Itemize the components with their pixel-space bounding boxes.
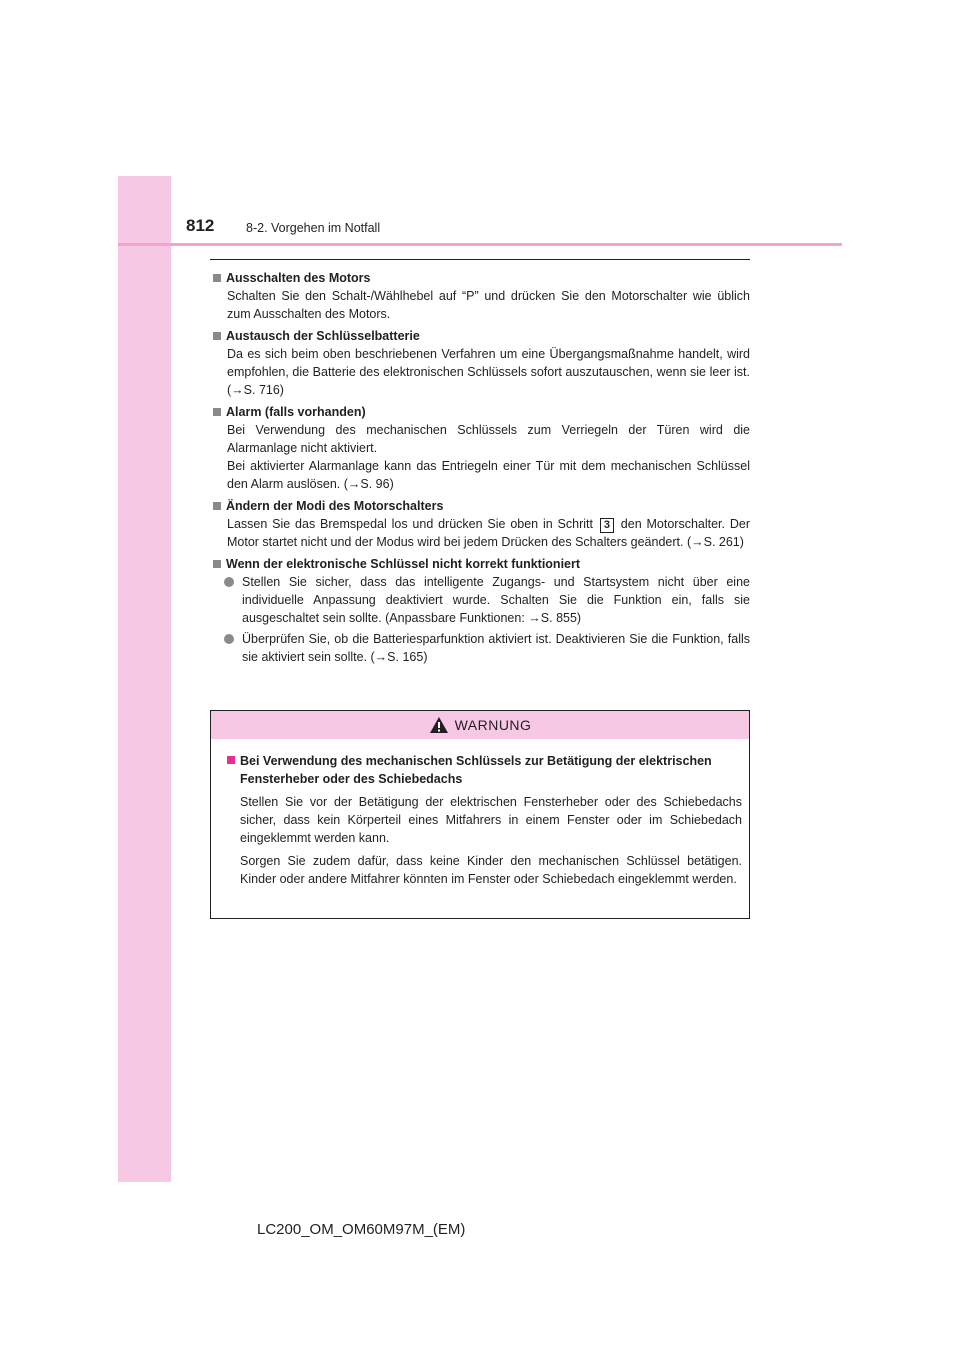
step-number-box: 3: [600, 518, 614, 533]
section-paragraph: Schalten Sie den Schalt-/Wählhebel auf “P” und drücken Sie den Motorschalter wie üblich zum Ausschalten des Motors.: [227, 289, 750, 321]
warning-box: [210, 710, 750, 919]
square-bullet-icon: [213, 560, 221, 568]
section-engine-off: [210, 269, 750, 323]
content-top-rule: [210, 259, 750, 260]
section-title: Austausch der Schlüsselbatterie: [226, 329, 420, 343]
section-text: den Motorschalter. Der Motor startet nicht und der Modus wird bei jedem Drücken des Schalters geändert. (→S. 261): [227, 517, 750, 549]
warning-item-title: Bei Verwendung des mechanischen Schlüssels zur Betätigung der elektrischen Fensterheber oder des Schiebedachs: [240, 754, 712, 786]
round-bullet-icon: [224, 577, 234, 587]
side-color-band: [118, 176, 171, 1182]
section-alarm: [210, 403, 750, 493]
section-paragraph: Da es sich beim oben beschriebenen Verfahren um eine Übergangsmaßnahme handelt, wird empfohlen, die Batterie des elektronischen Schlüssels sofort auszutauschen, wenn sie leer ist. (→S. 716): [227, 347, 750, 397]
running-head: 8-2. Vorgehen im Notfall: [246, 221, 381, 235]
square-bullet-icon: [213, 408, 221, 416]
section-title: Ändern der Modi des Motorschalters: [226, 499, 444, 513]
section-paragraph: Bei aktivierter Alarmanlage kann das Entriegeln einer Tür mit dem mechanischen Schlüssel den Alarm auslösen. (→S. 96): [227, 459, 750, 491]
section-title: Ausschalten des Motors: [226, 271, 371, 285]
section-title: Wenn der elektronische Schlüssel nicht korrekt funktioniert: [226, 557, 581, 571]
header-divider: [118, 243, 842, 246]
section-key-malfunction: [210, 555, 750, 666]
square-bullet-icon: [213, 502, 221, 510]
document-code: LC200_OM_OM60M97M_(EM): [257, 1221, 466, 1238]
warning-triangle-icon: [429, 716, 449, 734]
square-bullet-icon: [213, 332, 221, 340]
section-engine-switch-modes: [210, 497, 750, 551]
list-item: Überprüfen Sie, ob die Batteriesparfunktion aktiviert ist. Deaktivieren Sie die Funktion, falls sie aktiviert sein sollte. (→S. 165): [224, 630, 750, 666]
warning-paragraph: Stellen Sie vor der Betätigung der elektrischen Fensterheber oder des Schiebedachs sicher, dass kein Körperteil eines Mitfahrers in einem Fenster oder im Schiebedach eingeklemmt werden kann.: [240, 795, 742, 845]
square-bullet-icon: [227, 756, 235, 764]
page-number: 812: [186, 216, 215, 235]
section-title: Alarm (falls vorhanden): [226, 405, 366, 419]
warning-header: [211, 711, 749, 739]
square-bullet-icon: [213, 274, 221, 282]
section-text: Lassen Sie das Bremspedal los und drücken Sie oben in Schritt: [227, 517, 593, 531]
warning-label: WARNUNG: [454, 717, 532, 733]
main-content: [210, 269, 750, 670]
warning-content: [211, 739, 749, 888]
round-bullet-icon: [224, 634, 234, 644]
section-paragraph: Bei Verwendung des mechanischen Schlüssels zum Verriegeln der Türen wird die Alarmanlage nicht aktiviert.: [227, 423, 750, 455]
section-key-battery: [210, 327, 750, 399]
list-item: Stellen Sie sicher, dass das intelligente Zugangs- und Startsystem nicht über eine individuelle Anpassung deaktiviert wurde. Schalten Sie die Funktion ein, falls sie ausgeschaltet sein sollte. (Anpassbare Funktionen: →S. 855): [224, 573, 750, 627]
warning-paragraph: Sorgen Sie zudem dafür, dass keine Kinder den mechanischen Schlüssel betätigen. Kinder oder andere Mitfahrer könnten im Fenster oder Schiebedach eingeklemmt werden.: [240, 854, 742, 886]
